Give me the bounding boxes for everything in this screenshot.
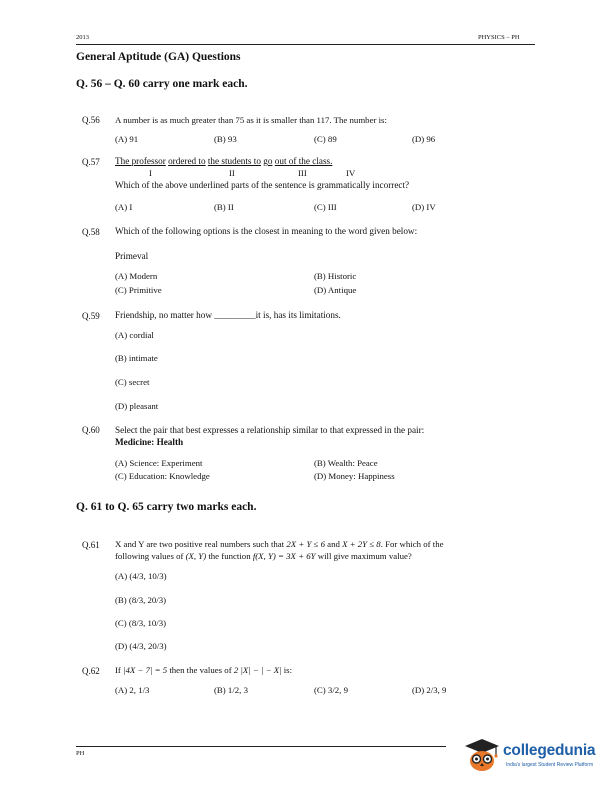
graduate-owl-icon	[463, 737, 501, 773]
option-c: (C) III	[314, 202, 337, 212]
option-d: (D) pleasant	[115, 401, 159, 411]
answer-blank: _________	[214, 310, 256, 320]
question-text: If |4X − 7| = 5 then the values of 2 |X| − | − X| is:	[115, 665, 293, 675]
option-a: (A) I	[115, 202, 133, 212]
equation: |4X − 7| = 5	[123, 665, 168, 675]
underlined-part-3: the students to	[207, 156, 261, 166]
question-text: Friendship, no matter how _________it is, has its limitations.	[115, 310, 341, 320]
roman-3: III	[298, 168, 307, 178]
option-c: (C) Primitive	[115, 285, 162, 295]
one-mark-note: Q. 56 – Q. 60 carry one mark each.	[76, 78, 248, 90]
brand-tagline: India's largest Student Review Platform	[506, 762, 594, 768]
two-mark-note: Q. 61 to Q. 65 carry two marks each.	[76, 501, 257, 513]
option-d: (D) Money: Happiness	[314, 471, 395, 481]
option-b: (B) 93	[214, 134, 237, 144]
option-c: (C) 3/2, 9	[314, 685, 348, 695]
header-year: 2013	[76, 34, 89, 41]
footer-code: PH	[76, 750, 85, 757]
question-line-1: X and Y are two positive real numbers such that 2X + Y ≤ 6 and X + 2Y ≤ 8. For which of the	[115, 539, 444, 549]
question-text: A number is as much greater than 75 as it is smaller than 117. The number is:	[115, 115, 387, 125]
question-number: Q.62	[82, 666, 100, 676]
question-number: Q.61	[82, 540, 100, 550]
option-a: (A) 91	[115, 134, 139, 144]
option-c: (C) secret	[115, 377, 150, 387]
option-d: (D) 96	[412, 134, 436, 144]
given-word: Primeval	[115, 251, 149, 261]
option-c: (C) 89	[314, 134, 337, 144]
option-b: (B) Historic	[314, 271, 357, 281]
expression: 2 |X| − | − X|	[233, 665, 282, 675]
roman-4: IV	[346, 168, 356, 178]
underlined-part-5: out of the class.	[274, 156, 333, 166]
roman-2: II	[229, 168, 235, 178]
underlined-sentence	[115, 156, 332, 166]
option-b: (B) Wealth: Peace	[314, 458, 378, 468]
question-text: Which of the following options is the closest in meaning to the word given below:	[115, 226, 418, 236]
option-a: (A) Science: Experiment	[115, 458, 203, 468]
collegedunia-logo	[463, 735, 603, 780]
option-d: (D) (4/3, 20/3)	[115, 641, 167, 651]
condition-1: 2X + Y ≤ 6	[286, 539, 325, 549]
section-title: General Aptitude (GA) Questions	[76, 51, 241, 63]
option-c: (C) Education: Knowledge	[115, 471, 210, 481]
option-d: (D) IV	[412, 202, 436, 212]
footer-rule	[76, 746, 446, 747]
option-b: (B) II	[214, 202, 234, 212]
option-a: (A) 2, 1/3	[115, 685, 150, 695]
condition-2: X + 2Y ≤ 8	[342, 539, 381, 549]
underlined-part-1: The professor	[115, 156, 166, 166]
question-text: Select the pair that best expresses a relationship similar to that expressed in the pair:	[115, 425, 425, 435]
option-b: (B) 1/2, 3	[214, 685, 248, 695]
option-d: (D) Antique	[314, 285, 357, 295]
question-number: Q.57	[82, 157, 100, 167]
question-line-2: following values of (X, Y) the function f(X, Y) = 3X + 6Y will give maximum value?	[115, 551, 412, 561]
question-number: Q.59	[82, 311, 100, 321]
variable-pair: (X, Y)	[185, 551, 207, 561]
option-a: (A) cordial	[115, 330, 154, 340]
option-a: (A) Modern	[115, 271, 158, 281]
roman-1: I	[149, 168, 152, 178]
given-pair: Medicine: Health	[115, 437, 184, 447]
option-c: (C) (8/3, 10/3)	[115, 618, 167, 628]
header-paper: PHYSICS – PH	[478, 34, 520, 41]
underlined-part-2: ordered to	[168, 156, 206, 166]
objective-function: f(X, Y) = 3X + 6Y	[252, 551, 316, 561]
question-number: Q.58	[82, 227, 100, 237]
brand-name: collegedunia	[503, 742, 596, 759]
underlined-part-4: go	[263, 156, 273, 166]
option-d: (D) 2/3, 9	[412, 685, 447, 695]
question-number: Q.56	[82, 115, 100, 125]
header-rule	[76, 44, 535, 45]
option-a: (A) (4/3, 10/3)	[115, 571, 167, 581]
question-text: Which of the above underlined parts of the sentence is grammatically incorrect?	[115, 180, 410, 190]
option-b: (B) intimate	[115, 353, 158, 363]
question-number: Q.60	[82, 425, 100, 435]
option-b: (B) (8/3, 20/3)	[115, 595, 167, 605]
